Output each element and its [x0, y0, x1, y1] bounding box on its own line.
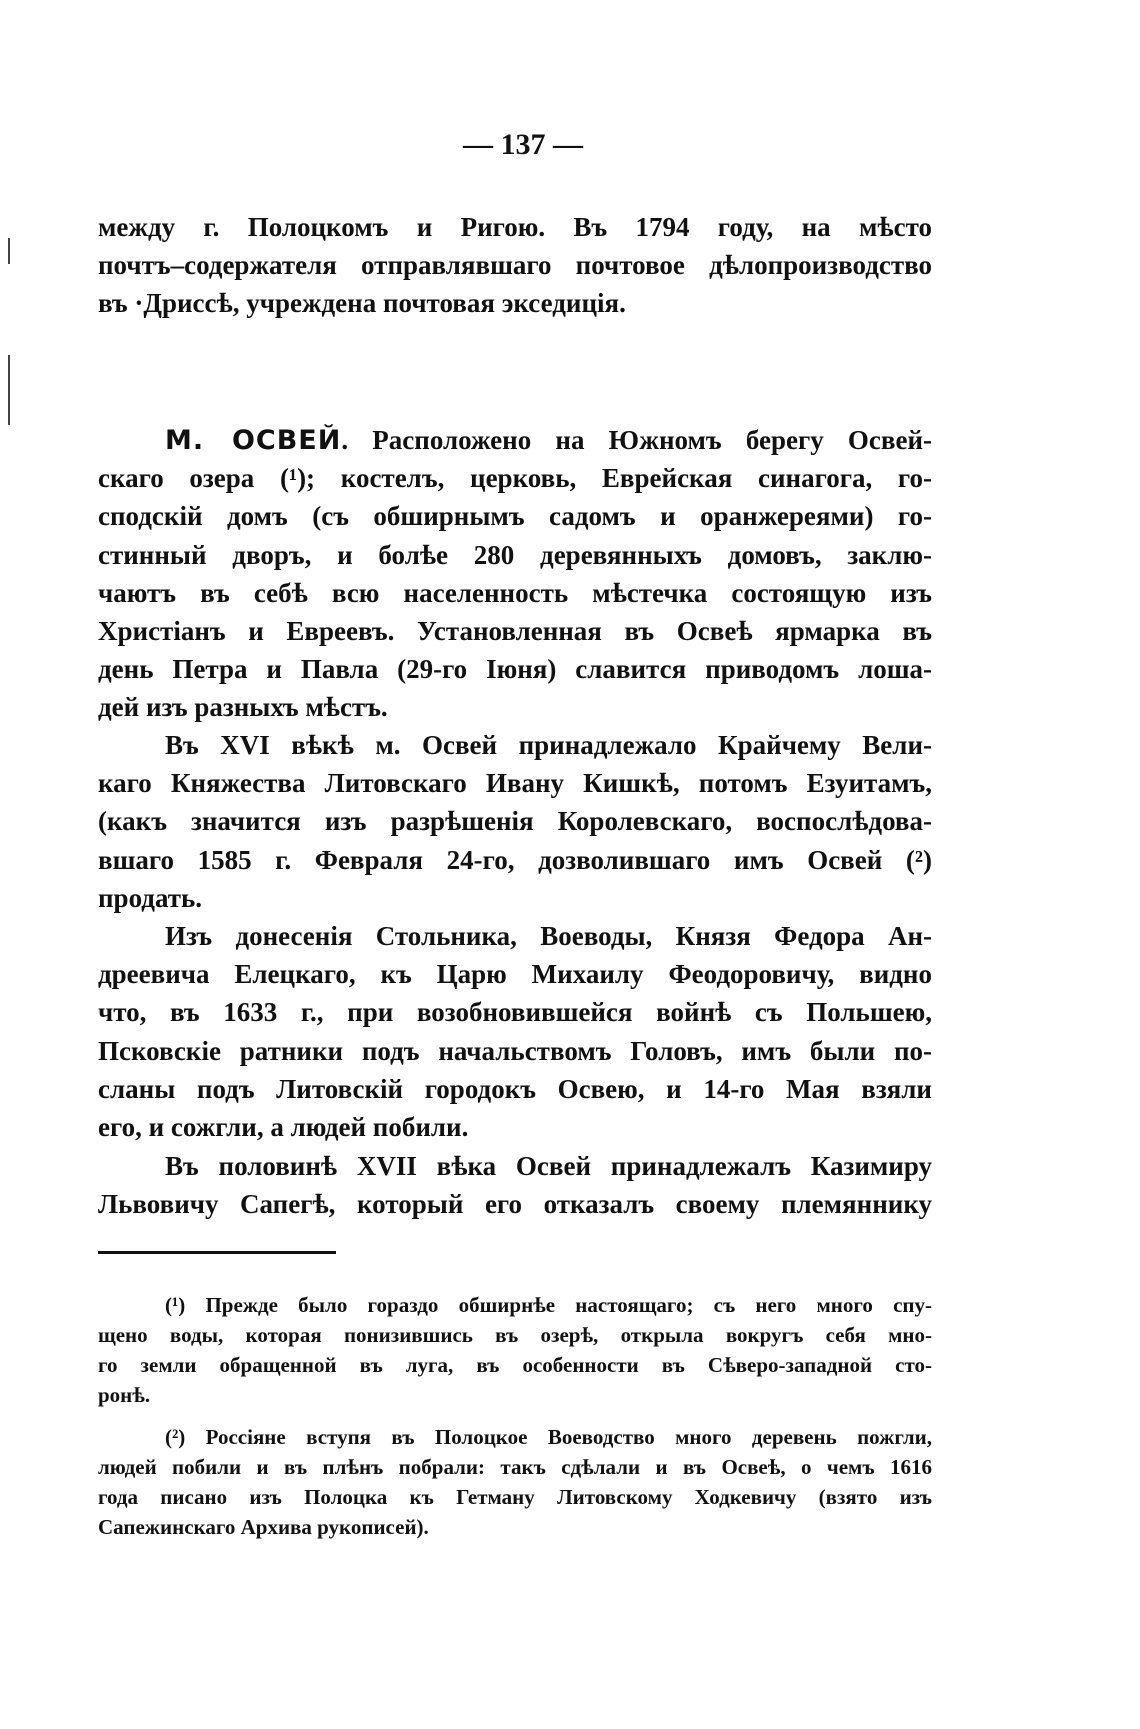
- section-heading: М. ОСВЕЙ: [165, 425, 342, 456]
- text-line: Въ XVI вѣкѣ м. Освей принадлежало Крайчему Вели-: [165, 730, 932, 760]
- footnote-line: ронѣ.: [98, 1383, 151, 1407]
- text-line: Изъ донесенія Стольника, Воеводы, Князя Федора Ан-: [165, 921, 932, 951]
- text-line: вшаго 1585 г. Февраля 24-го, дозволившаго имъ Освей (²): [98, 844, 932, 875]
- text-line: его, и сожгли, а людей побили.: [98, 1112, 469, 1142]
- text-line: день Петра и Павла (29-го Іюня) славится приводомъ лоша-: [98, 654, 932, 685]
- text-line: Христіанъ и Евреевъ. Установленная въ Освеѣ ярмарка въ: [98, 616, 932, 646]
- text-line: дей изъ разныхъ мѣстъ.: [98, 692, 388, 723]
- text-line: сподскій домъ (съ обширнымъ садомъ и оранжереями) го-: [98, 501, 932, 532]
- footnote-divider: [98, 1251, 336, 1254]
- footnote-line: щено воды, которая понизившись въ озерѣ, открыла вокругъ себя мно-: [98, 1323, 932, 1347]
- text-line: въ ·Дриссѣ, учреждена почтовая экседиція.: [98, 288, 626, 319]
- text-line: сланы подъ Литовскій городокъ Освею, и 14-го Мая взяли: [98, 1073, 932, 1104]
- margin-mark: [8, 355, 10, 425]
- text-line: скаго озера (¹); костелъ, церковь, Еврейская синагога, го-: [98, 463, 932, 494]
- text-line: дреевича Елецкаго, къ Царю Михаилу Феодоровичу, видно: [98, 959, 932, 990]
- footnote-line: людей побили и въ плѣнъ побрали: такъ сдѣлали и въ Освеѣ, о чемъ 1616: [98, 1455, 932, 1479]
- text-line: каго Княжества Литовскаго Ивану Кишкѣ, потомъ Езуитамъ,: [98, 768, 932, 799]
- text-line-content: . Расположено на Южномъ берегу Освей-: [341, 425, 932, 455]
- text-line: [165, 424, 932, 457]
- margin-mark: [8, 238, 10, 264]
- footnote-line: (¹) Прежде было гораздо обширнѣе настоящаго; съ него много спу-: [165, 1293, 932, 1317]
- text-line: Псковскіе ратники подъ начальствомъ Головъ, имъ были по-: [98, 1035, 932, 1066]
- text-line: что, въ 1633 г., при возобновившейся войнѣ съ Польшею,: [98, 997, 932, 1028]
- page-number: — 137 —: [463, 128, 583, 161]
- text-line: стинный дворъ, и болѣе 280 деревянныхъ домовъ, заклю-: [98, 539, 932, 570]
- footnote-line: (²) Россіяне вступя въ Полоцкое Воеводство много деревень пожгли,: [165, 1425, 932, 1449]
- footnote-line: го земли обращенной въ луга, въ особенности въ Сѣверо-западной сто-: [98, 1353, 932, 1377]
- text-line: чаютъ въ себѣ всю населенность мѣстечка состоящую изъ: [98, 577, 932, 608]
- text-line: продать.: [98, 882, 203, 913]
- text-line: Львовичу Сапегѣ, который его отказалъ своему племяннику: [98, 1189, 932, 1220]
- text-line: Въ половинѣ XVII вѣка Освей принадлежалъ Казимиру: [165, 1151, 932, 1181]
- footnote-line: года писано изъ Полоцка къ Гетману Литовскому Ходкевичу (взято изъ: [98, 1485, 932, 1509]
- text-line: (какъ значится изъ разрѣшенія Королевскаго, воспослѣдова-: [98, 806, 932, 837]
- footnote-line: Сапежинскаго Архива рукописей).: [98, 1515, 429, 1539]
- text-line: между г. Полоцкомъ и Ригою. Въ 1794 году, на мѣсто: [98, 212, 932, 242]
- text-line: почтъ–содержателя отправлявшаго почтовое дѣлопроизводство: [98, 250, 932, 281]
